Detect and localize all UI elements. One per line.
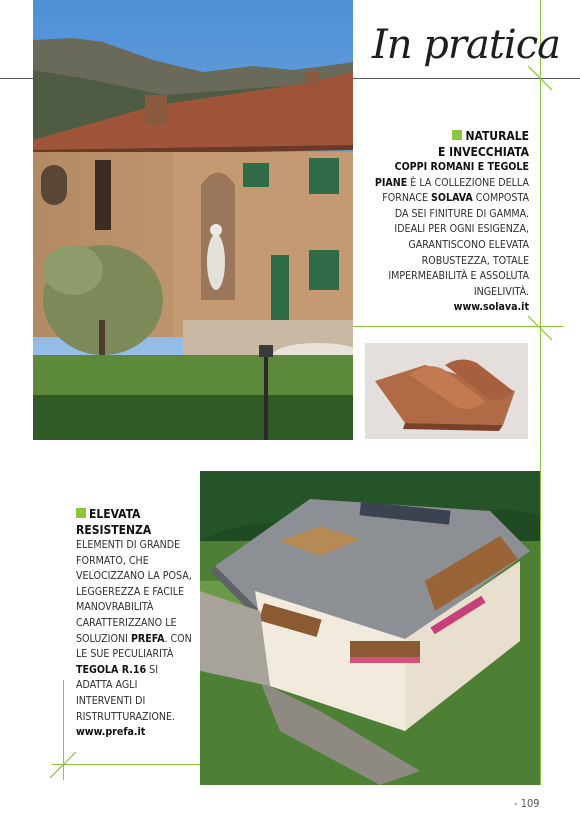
green-square-bullet-icon — [76, 508, 86, 518]
body-text-3: SI ADATTA AGLI INTERVENTI DI RISTRUTTURAZIONE. — [76, 663, 176, 723]
heading-line1: NATURALE — [465, 129, 529, 143]
article-prefa — [76, 507, 194, 741]
green-corner-diagonal-top — [528, 66, 552, 90]
green-vertical-rule-right — [540, 0, 541, 785]
heading-line2: E INVECCHIATA — [437, 144, 529, 159]
green-square-bullet-icon — [452, 130, 462, 140]
article-solava-body — [370, 160, 529, 300]
page-number: - 109 — [514, 797, 540, 810]
heading-line1: ELEVATA — [89, 507, 141, 521]
prefa-link[interactable]: www.prefa.it — [76, 726, 146, 739]
body-text-2: . CON LE SUE PECULIARITÀ — [76, 632, 192, 661]
body-text-1: È LA COLLEZIONE DELLA FORNACE — [382, 176, 529, 205]
chalet-photo — [200, 471, 540, 785]
title-rule-left — [0, 78, 33, 79]
page-title: In pratica — [372, 22, 560, 68]
solava-link[interactable]: www.solava.it — [453, 301, 529, 314]
article-solava — [370, 129, 529, 316]
article-prefa-heading — [76, 507, 194, 538]
brand-name: PREFA — [130, 632, 165, 645]
villa-photo — [33, 0, 353, 440]
heading-line2: RESISTENZA — [76, 522, 152, 537]
body-text-2: COMPOSTA DA SEI FINITURE DI GAMMA. IDEALI PER OGNI ESIGENZA, GARANTISCONO ELEVATA ROBUSTEZZA, TOTALE IMPERMEABILITÀ E ASSOLUTA INGELIVITÀ. — [388, 192, 529, 298]
article-solava-heading — [370, 129, 529, 160]
article-prefa-body — [76, 538, 194, 725]
roof-tile-photo — [365, 343, 528, 439]
body-text-1: ELEMENTI DI GRANDE FORMATO, CHE VELOCIZZANO LA POSA, LEGGEREZZA E FACILE MANOVRABILITÀ CARATTERIZZANO LE SOLUZIONI — [76, 539, 192, 645]
brand-name: SOLAVA — [431, 192, 473, 205]
green-corner-diagonal-mid — [528, 316, 552, 340]
product-name: TEGOLA R.16 — [76, 663, 147, 676]
bold-intro: COPPI ROMANI E TEGOLE PIANE — [374, 161, 529, 189]
green-corner-diagonal-bottom — [50, 752, 76, 778]
